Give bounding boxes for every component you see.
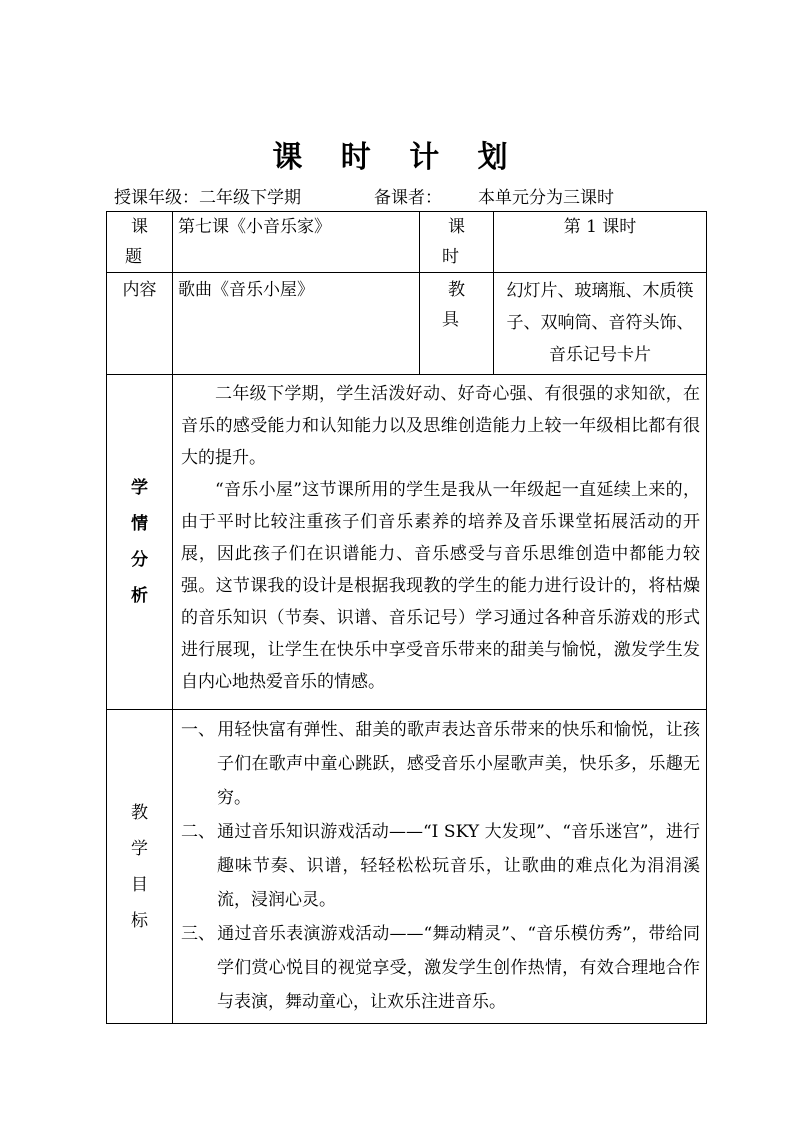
goals-label-char: 学 bbox=[131, 838, 148, 859]
analysis-paragraph: 二年级下学期，学生活泼好动、好奇心强、有很强的求知欲，在音乐的感受能力和认知能力以及思维创造能力上较一年级相比都有很大的提升。 bbox=[181, 384, 700, 468]
goal-item bbox=[181, 917, 700, 1019]
goals-label-char: 教 bbox=[131, 802, 148, 823]
goal-text: 通过音乐知识游戏活动——“I SKY 大发现”、“音乐迷宫”，进行趣味节奏、识谱，轻轻松松玩音乐，让歌曲的难点化为涓涓溪流，浸润心灵。 bbox=[217, 822, 700, 910]
topic-label-text: 课 题 bbox=[125, 217, 160, 267]
topic-value: 第七课《小音乐家》 bbox=[173, 212, 420, 273]
goals-row bbox=[107, 710, 707, 1024]
goals-label bbox=[107, 710, 173, 1024]
analysis-label-char: 学 bbox=[131, 478, 148, 498]
equip-label bbox=[420, 273, 494, 375]
goal-item bbox=[181, 815, 700, 917]
content-value: 歌曲《音乐小屋》 bbox=[173, 273, 420, 375]
goals-label-char: 目 bbox=[131, 874, 148, 895]
goal-number: 二、 bbox=[181, 822, 215, 842]
goal-text: 通过音乐表演游戏活动——“舞动精灵”、“音乐模仿秀”，带给同学们赏心悦目的视觉享受，激发学生创作热情，有效合理地合作与表演，舞动童心，让欢乐注进音乐。 bbox=[217, 924, 700, 1012]
period-label bbox=[420, 212, 494, 273]
period-label-text: 课 时 bbox=[442, 217, 477, 267]
content-row bbox=[107, 273, 707, 375]
topic-row bbox=[107, 212, 707, 273]
equip-label-text: 教 具 bbox=[442, 280, 477, 330]
analysis-label bbox=[107, 375, 173, 710]
unit-note: 本单元分为三课时 bbox=[478, 188, 614, 208]
goal-text: 用轻快富有弹性、甜美的歌声表达音乐带来的快乐和愉悦，让孩子们在歌声中童心跳跃，感受音乐小屋歌声美，快乐多，乐趣无穷。 bbox=[217, 720, 700, 808]
goals-text bbox=[173, 710, 707, 1024]
goal-number: 三、 bbox=[181, 924, 215, 944]
lesson-plan-table bbox=[106, 211, 707, 1024]
equip-line: 幻灯片、玻璃瓶、木质筷 bbox=[506, 281, 694, 301]
preparer-info: 备课者： bbox=[374, 188, 442, 208]
analysis-label-char: 情 bbox=[131, 514, 148, 534]
analysis-label-char: 分 bbox=[131, 550, 148, 570]
goal-number: 一、 bbox=[181, 720, 215, 740]
equip-line: 子、双响筒、音符头饰、 bbox=[506, 313, 694, 333]
goal-item bbox=[181, 713, 700, 815]
analysis-text bbox=[173, 375, 707, 710]
period-value: 第 1 课时 bbox=[494, 212, 707, 273]
content-label: 内容 bbox=[107, 273, 173, 375]
equip-list bbox=[494, 273, 707, 375]
analysis-paragraph: “音乐小屋”这节课所用的学生是我从一年级起一直延续上来的，由于平时比较注重孩子们音乐素养的培养及音乐课堂拓展活动的开展，因此孩子们在识谱能力、音乐感受与音乐思维创造中都能力较强。这节课我的设计是根据我现教的学生的能力进行设计的，将枯燥的音乐知识（节奏、识谱、音乐记号）学习通过各种音乐游戏的形式进行展现，让学生在快乐中享受音乐带来的甜美与愉悦，激发学生发自内心地热爱音乐的情感。 bbox=[181, 480, 700, 692]
topic-label bbox=[107, 212, 173, 273]
analysis-row bbox=[107, 375, 707, 710]
equip-line: 音乐记号卡片 bbox=[549, 345, 651, 365]
page-title: 课 时 计 划 bbox=[272, 140, 522, 175]
grade-info: 授课年级：二年级下学期 bbox=[114, 188, 301, 208]
goals-label-char: 标 bbox=[131, 910, 148, 931]
analysis-label-char: 析 bbox=[131, 586, 148, 606]
